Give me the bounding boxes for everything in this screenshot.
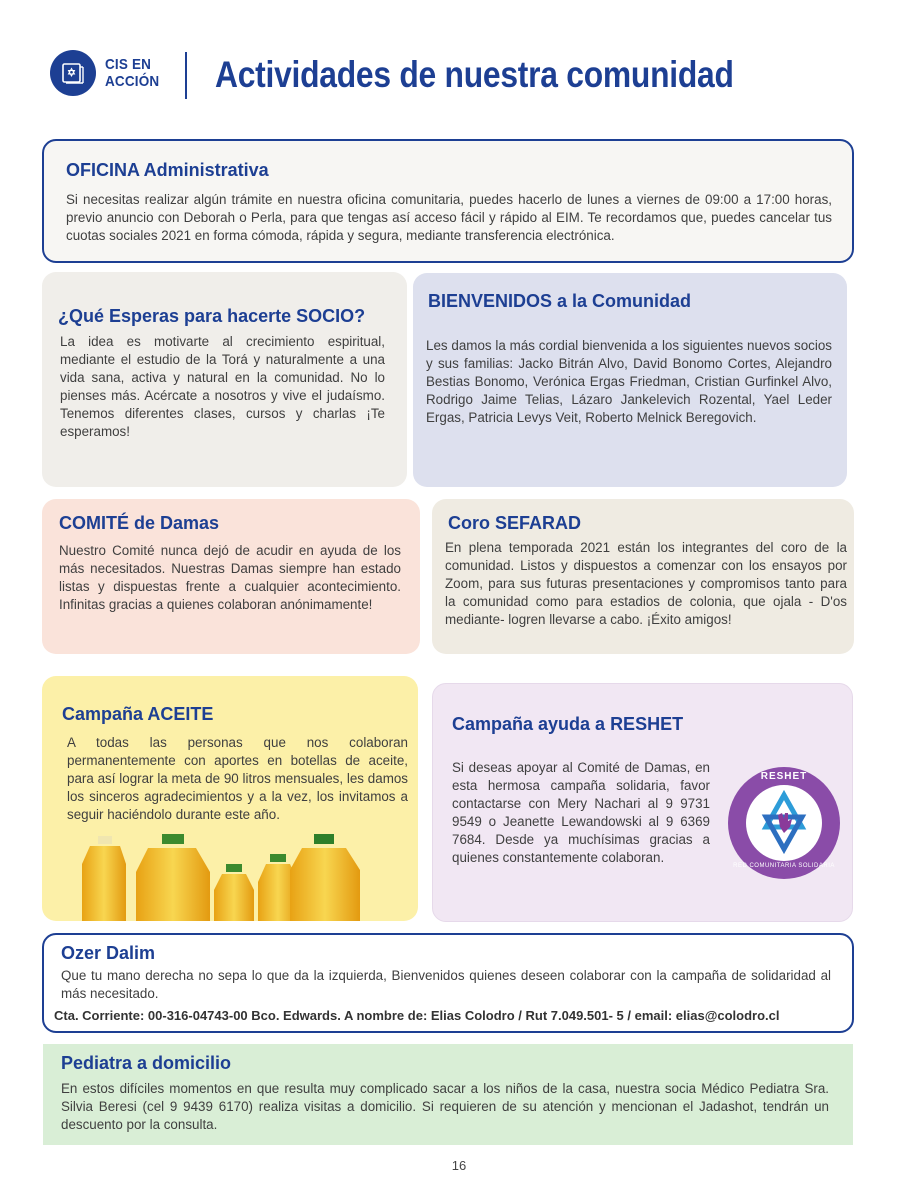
- reshet-text: Si deseas apoyar al Comité de Damas, en esta hermosa campaña solidaria, favor contactarse con Mery Nachari al 9 9731 9549 o Jeanette Lewandowski al 9 6369 7684. Desde ya muchísimas gracias a quienes constantemente colaboran.: [452, 760, 710, 865]
- coro-text: En plena temporada 2021 están los integrantes del coro de la comunidad. Listos y dispuestos a comenzar con los ensayos por Zoom, para sus futuras presentaciones y compromisos tanto para la comunidad como para estadios de colonia, que ojala - D'os mediante- logren llevarse a cabo. ¡Éxito amigos!: [445, 540, 847, 627]
- reshet-logo-ring-text: RED COMUNITARIA SOLIDARIA: [733, 863, 835, 869]
- pediatra-title: Pediatra a domicilio: [61, 1053, 232, 1073]
- oficina-box: [42, 139, 854, 263]
- bienvenidos-box: [413, 273, 847, 487]
- reshet-title: Campaña ayuda a RESHET: [452, 714, 684, 734]
- section-label: [105, 56, 159, 90]
- ozer-title: Ozer Dalim: [61, 943, 156, 963]
- torah-book-icon: [61, 61, 85, 85]
- aceite-box: [42, 676, 418, 921]
- coro-box: [432, 499, 854, 654]
- oficina-text: Si necesitas realizar algún trámite en nuestra oficina comunitaria, puedes hacerlo de lunes a viernes de 09:00 a 17:00 horas, previo anuncio con Deborah o Perla, para que tengas así acceso fácil y rápido al EIM. Te recordamos que, puedes cancelar tus cuotas sociales 2021 en forma cómoda, rápida y segura, mediante transferencia electrónica.: [66, 192, 832, 243]
- socio-box: [42, 272, 407, 487]
- section-label-line1: CIS EN: [105, 56, 152, 73]
- ozer-account: Cta. Corriente: 00-316-04743-00 Bco. Edwards. A nombre de: Elias Colodro / Rut 7.049.501- 5 / email: elias@colodro.cl: [54, 1008, 780, 1023]
- pediatra-text: En estos difíciles momentos en que resulta muy complicado sacar a los niños de la casa, nuestra socia Médico Pediatra Sra. Silvia Beresi (cel 9 9439 6170) realiza visitas a domicilio. Si requieren de su atención y mencionan el Jadashot, tendrán un descuento por la consulta.: [61, 1081, 829, 1132]
- aceite-text: A todas las personas que nos colaboran permanentemente con aportes en botellas de aceite, para así lograr la meta de 90 litros mensuales, les damos los sinceros agradecimientos y a la vez, los invitamos a seguir haciéndolo durante este año.: [67, 735, 408, 822]
- damas-title: COMITÉ de Damas: [59, 513, 220, 533]
- section-label-line2: ACCIÓN: [105, 73, 160, 90]
- pediatra-box: [43, 1044, 853, 1145]
- damas-box: [42, 499, 420, 654]
- page-title: Actividades de nuestra comunidad: [215, 54, 734, 95]
- reshet-logo: [726, 765, 842, 881]
- reshet-logo-name: RESHET: [760, 771, 808, 782]
- ozer-box: [42, 933, 854, 1033]
- bienvenidos-text: Les damos la más cordial bienvenida a los siguientes nuevos socios y sus familias: Jacko Bitrán Alvo, David Bonomo Cortes, Alejandro Bestias Bonomo, Verónica Ergas Friedman, Cristian Gurfinkel Alvo, Rodrigo Jaime Telias, Lázaro Jankelevich Rozental, Yael Leder Ergas, Patricia Levys Veit, Roberto Melnick Beregovich.: [426, 338, 832, 425]
- socio-text: La idea es motivarte al crecimiento espiritual, mediante el estudio de la Torá y naturalmente a una vida sana, activa y natural en la comunidad. No lo pienses más. Acércate a nosotros y vive el judaísmo. Tenemos diferentes clases, cursos y charlas ¡Te esperamos!: [60, 334, 385, 439]
- page-number: 16: [451, 1158, 467, 1173]
- header-divider: [185, 52, 187, 99]
- damas-text: Nuestro Comité nunca dejó de acudir en ayuda de los más necesitados. Nuestras Damas siempre han estado listas y dispuestas frente a cualquier acontecimiento. Infinitas gracias a quienes colaboran anónimamente!: [59, 543, 401, 612]
- bienvenidos-title: BIENVENIDOS a la Comunidad: [428, 291, 692, 311]
- section-logo: [50, 50, 96, 96]
- oficina-title: OFICINA Administrativa: [66, 160, 269, 180]
- oil-bottles-image: [76, 834, 366, 921]
- ozer-text: Que tu mano derecha no sepa lo que da la izquierda, Bienvenidos quienes deseen colaborar con la campaña de solidaridad al más necesitado.: [61, 968, 831, 1001]
- reshet-box: [432, 683, 853, 922]
- socio-title: ¿Qué Esperas para hacerte SOCIO?: [58, 306, 366, 326]
- coro-title: Coro SEFARAD: [448, 513, 582, 533]
- aceite-title: Campaña ACEITE: [62, 704, 214, 724]
